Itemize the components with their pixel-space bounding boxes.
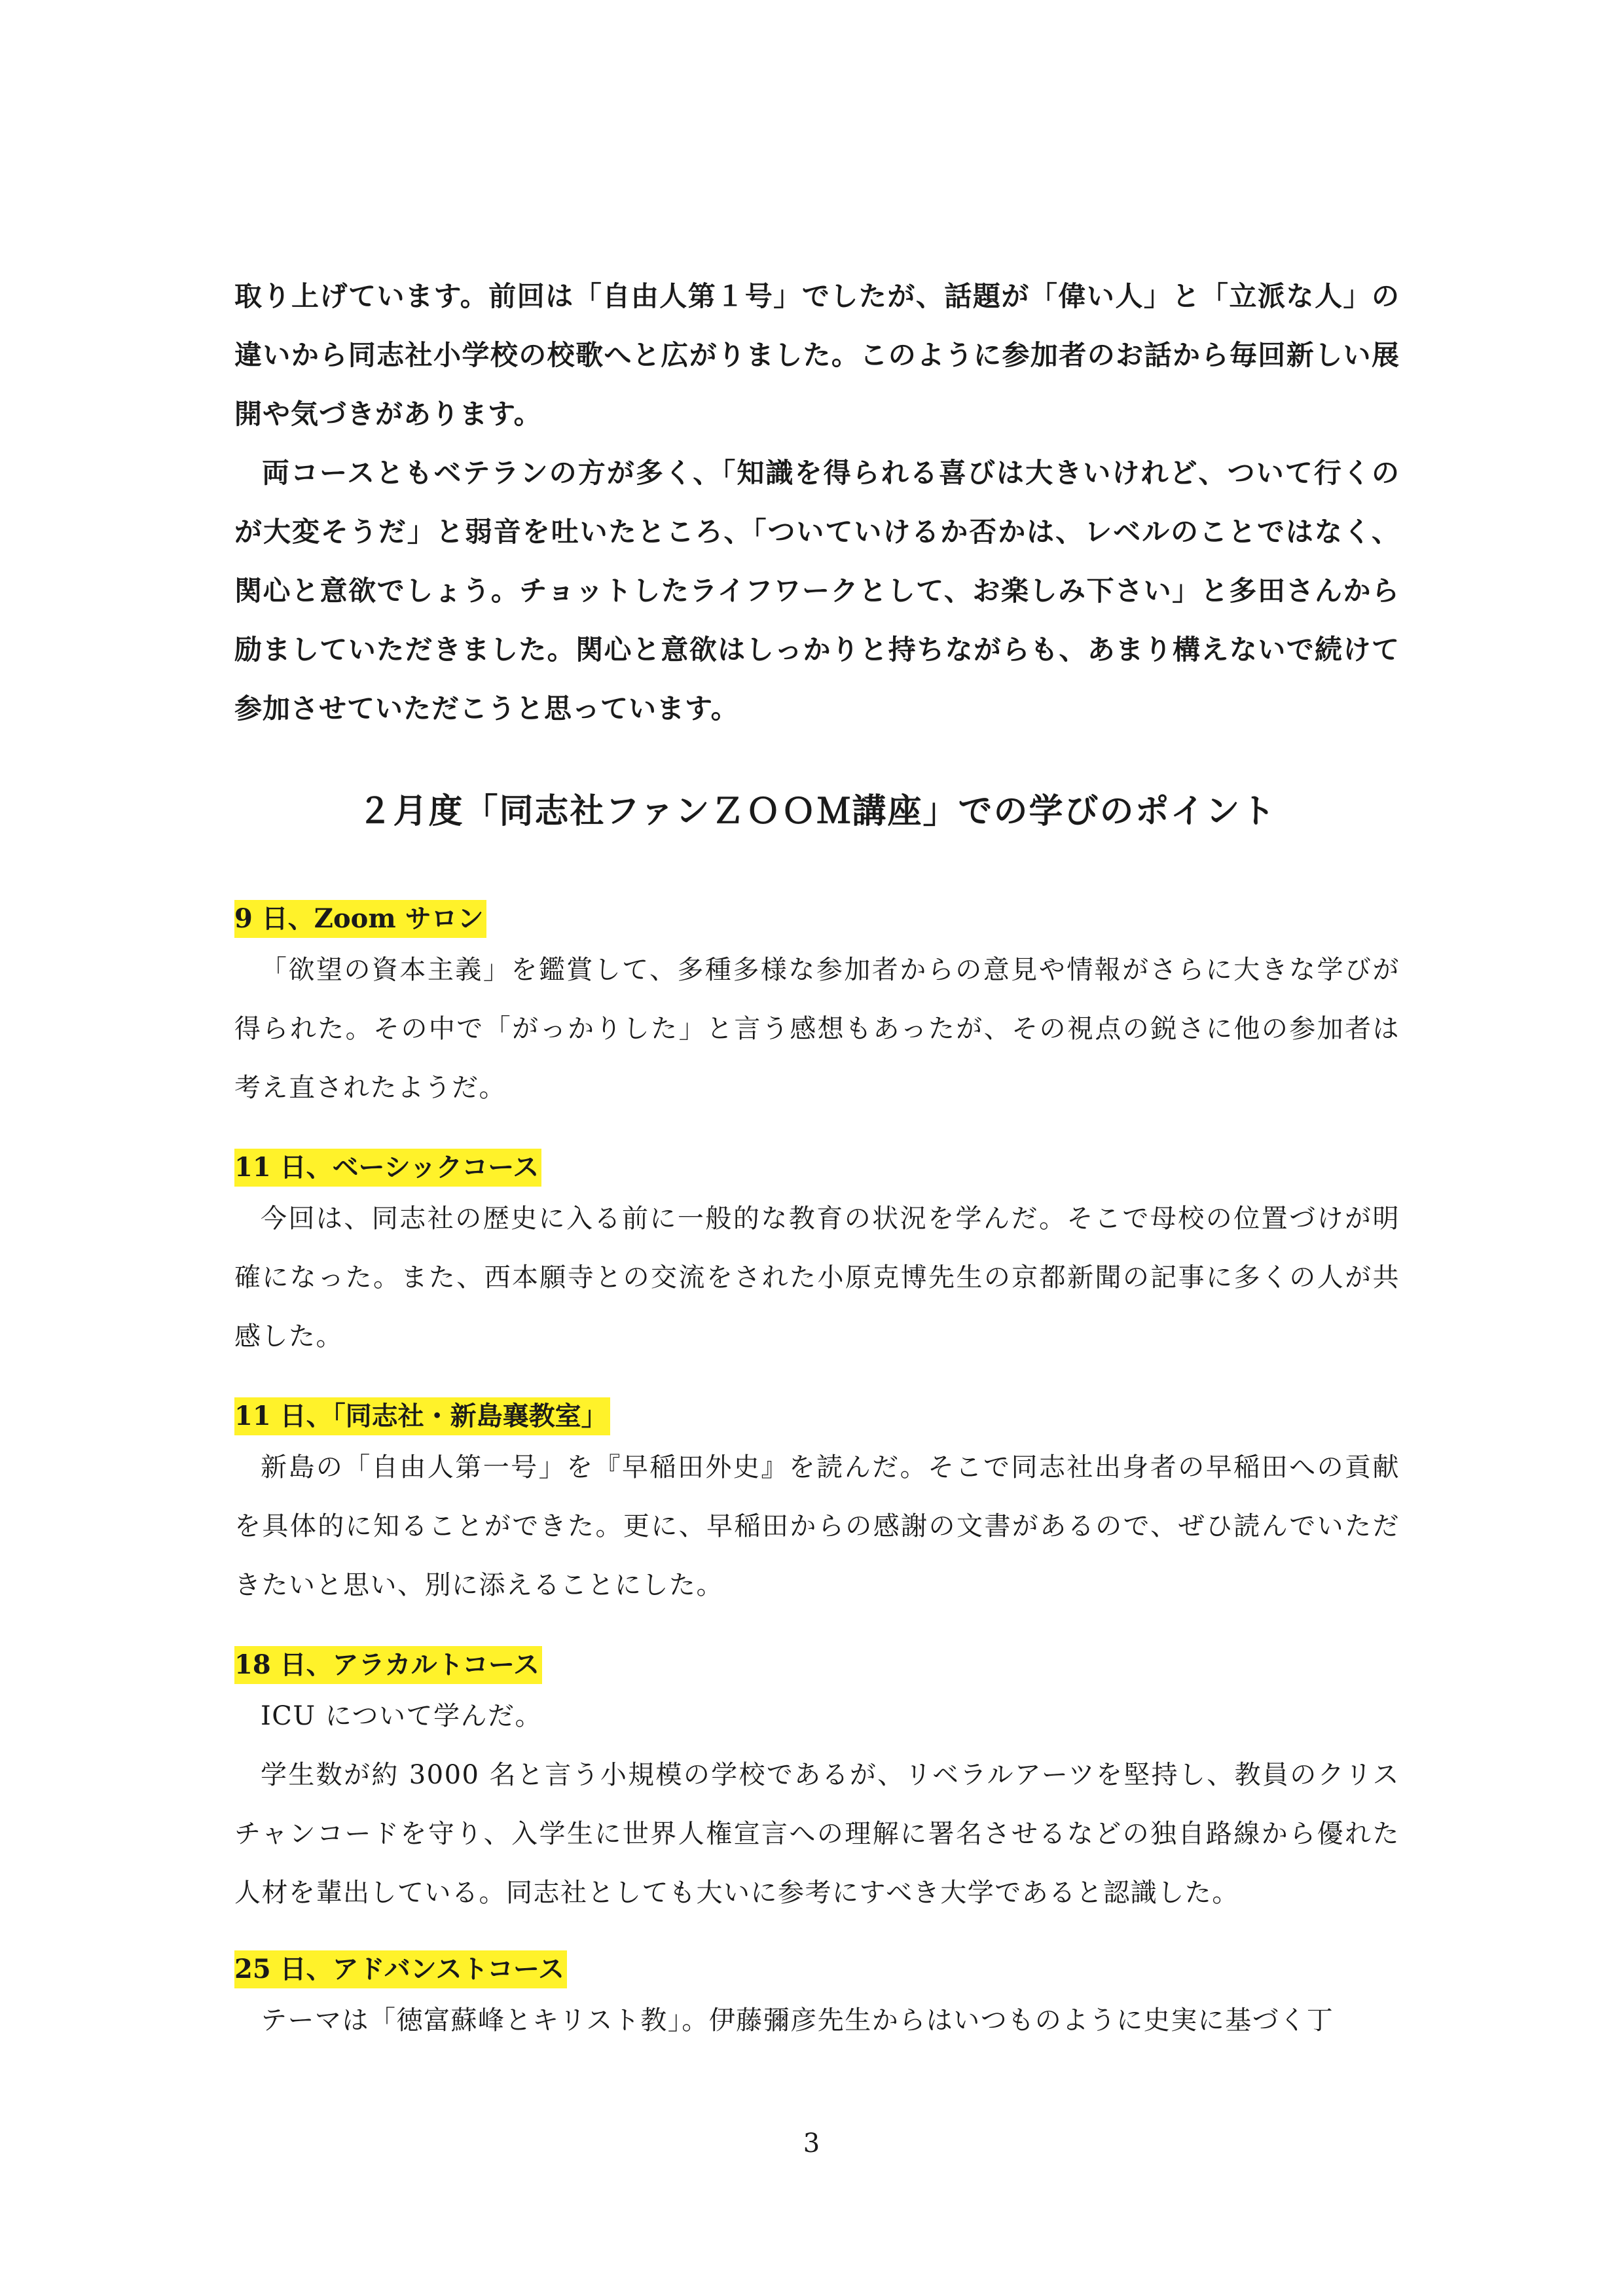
entry-heading: 25 日、アドバンストコース <box>234 1950 567 1988</box>
entry-body <box>234 1189 1400 1366</box>
entry-advanced-course <box>234 1950 1400 2050</box>
intro-paragraph: 取り上げています。前回は「自由人第１号」でしたが、話題が「偉い人」と「立派な人」の違いから同志社小学校の校歌へと広がりました。このように参加者のお話から毎回新しい展開や気づきがあります。 <box>234 280 1400 430</box>
entry-alacarte-course <box>234 1646 1400 1922</box>
entry-paragraph: 今回は、同志社の歴史に入る前に一般的な教育の状況を学んだ。そこで母校の位置づけが明確になった。また、西本願寺との交流をされた小原克博先生の京都新聞の記事に多くの人が共感した。 <box>234 1204 1400 1352</box>
entry-heading: 11 日、「同志社・新島襄教室」 <box>234 1397 610 1435</box>
entry-heading: 11 日、ベーシックコース <box>234 1149 541 1187</box>
entry-paragraph: 学生数が約 3000 名と言う小規模の学校であるが、リベラルアーツを堅持し、教員のクリスチャンコードを守り、入学生に世界人権宣言への理解に署名させるなどの独自路線から優れた人材を輩出している。同志社としても大いに参考にすべき大学であると認識した。 <box>234 1760 1400 1908</box>
entry-paragraph: ICU について学んだ。 <box>261 1701 543 1731</box>
entry-heading: 9 日、Zoom サロン <box>234 900 486 938</box>
entry-niijima-class <box>234 1397 1400 1615</box>
entry-body <box>234 1991 1400 2050</box>
entry-paragraph: テーマは「徳富蘇峰とキリスト教」。伊藤彌彦先生からはいつものように史実に基づく丁 <box>261 2005 1334 2036</box>
entry-basic-course <box>234 1149 1400 1366</box>
entry-body <box>234 941 1400 1117</box>
intro-text <box>234 267 1400 738</box>
entry-body <box>234 1438 1400 1615</box>
entry-body <box>234 1687 1400 1922</box>
entry-paragraph: 新島の「自由人第一号」を『早稲田外史』を読んだ。そこで同志社出身者の早稲田への貢献を具体的に知ることができた。更に、早稲田からの感謝の文書があるので、ぜひ読んでいただきたいと思い、別に添えることにした。 <box>234 1452 1400 1600</box>
entry-heading: 18 日、アラカルトコース <box>234 1646 542 1684</box>
section-title: ２月度「同志社ファンＺＯＯＭ講座」での学びのポイント <box>357 792 1277 831</box>
intro-paragraph: 両コースともベテランの方が多く、「知識を得られる喜びは大きいけれど、ついて行くのが大変そうだ」と弱音を吐いたところ、「ついていけるか否かは、レベルのことではなく、関心と意欲でしょう。チョットしたライフワークとして、お楽しみ下さい」と多田さんから励ましていただきました。関心と意欲はしっかりと持ちながらも、あまり構えないで続けて参加させていただこうと思っています。 <box>234 457 1400 725</box>
entry-zoom-salon <box>234 900 1400 1117</box>
entry-paragraph: 「欲望の資本主義」を鑑賞して、多種多様な参加者からの意見や情報がさらに大きな学びが得られた。その中で「がっかりした」と言う感想もあったが、その視点の鋭さに他の参加者は考え直されたようだ。 <box>234 955 1400 1103</box>
page-number: 3 <box>803 2128 820 2159</box>
